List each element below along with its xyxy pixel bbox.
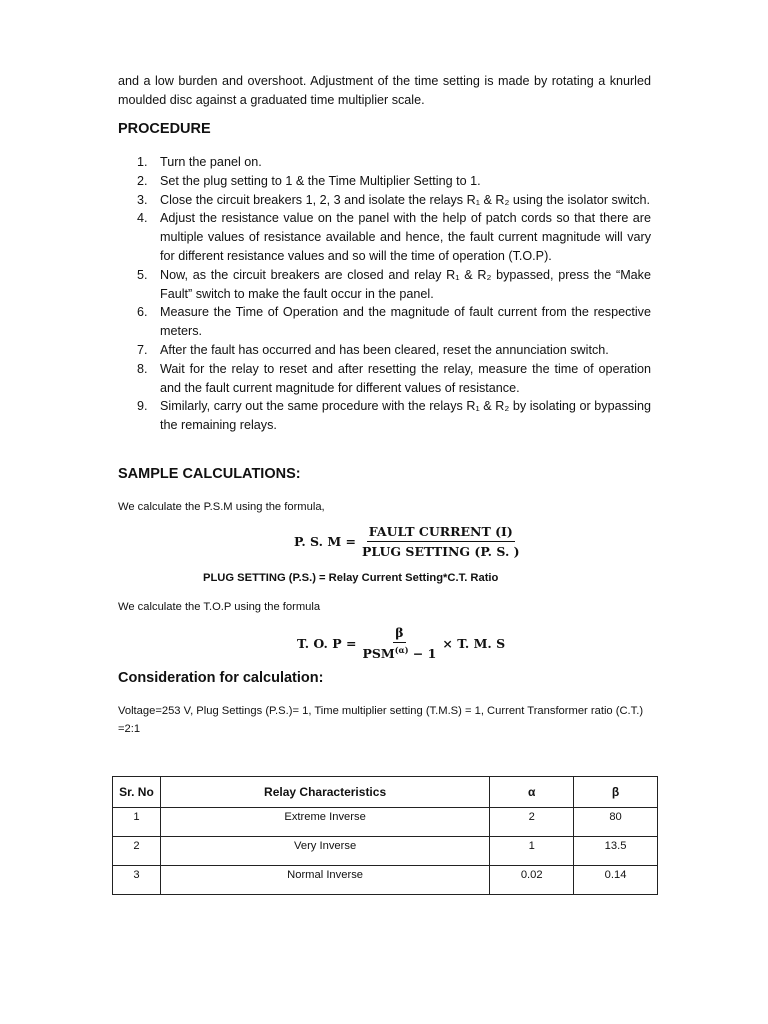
- cell-sr-no: 1: [113, 808, 161, 837]
- cell-alpha: 0.02: [490, 866, 574, 895]
- cell-alpha: 1: [490, 837, 574, 866]
- top-formula: [297, 625, 505, 661]
- procedure-heading: PROCEDURE: [118, 121, 211, 137]
- procedure-step: 6. Measure the Time of Operation and the magnitude of fault current from the respective meters.: [137, 305, 651, 339]
- top-intro-text: We calculate the T.O.P using the formula: [118, 601, 321, 613]
- procedure-step: 1. Turn the panel on.: [137, 155, 262, 169]
- intro-paragraph: and a low burden and overshoot. Adjustment of the time setting is made by rotating a knurled moulded disc against a graduated time multiplier scale.: [118, 74, 651, 107]
- psm-intro-text: We calculate the P.S.M using the formula,: [118, 501, 325, 513]
- header-relay-characteristics: Relay Characteristics: [160, 777, 489, 808]
- header-sr-no: Sr. No: [113, 777, 161, 808]
- cell-beta: 13.5: [574, 837, 658, 866]
- consideration-text: Voltage=253 V, Plug Settings (P.S.)= 1, Time multiplier setting (T.M.S) = 1, Current Transformer ratio (C.T.) =2:1: [118, 705, 644, 735]
- top-denominator: $PSM^{(\alpha)} - 1$: [362, 645, 437, 662]
- sample-calculations-heading: SAMPLE CALCULATIONS:: [118, 466, 301, 482]
- plug-setting-definition: PLUG SETTING (P.S.) = Relay Current Setting*C.T. Ratio: [203, 572, 499, 584]
- cell-beta: 0.14: [574, 866, 658, 895]
- table-row: [113, 808, 658, 837]
- top-numerator: β: [393, 625, 405, 643]
- psm-formula: [294, 524, 526, 559]
- procedure-step: 4. Adjust the resistance value on the panel with the help of patch cords so that there are multiple values of resistance available and hence, the fault current magnitude will vary for different resistance values and so will the time of operation (T.O.P).: [137, 211, 651, 263]
- procedure-step: 7. After the fault has occurred and has been cleared, reset the annunciation switch.: [137, 342, 609, 357]
- cell-alpha: 2: [490, 808, 574, 837]
- procedure-step: 9. Similarly, carry out the same procedure with the relays R₁ & R₂ by isolating or bypassing the remaining relays.: [137, 399, 651, 433]
- top-lhs: T. O. P =: [297, 635, 357, 651]
- procedure-steps: [118, 153, 651, 435]
- table-row: [113, 866, 658, 895]
- procedure-step: 2. Set the plug setting to 1 & the Time Multiplier Setting to 1.: [137, 173, 481, 188]
- header-alpha: α: [490, 777, 574, 808]
- procedure-step: 5. Now, as the circuit breakers are closed and relay R₁ & R₂ bypassed, press the “Make Fault” switch to make the fault occur in the panel.: [137, 267, 651, 301]
- psm-numerator: FAULT CURRENT (I): [367, 524, 515, 542]
- cell-sr-no: 3: [113, 866, 161, 895]
- top-fraction: [360, 625, 438, 661]
- psm-fraction: [360, 524, 522, 559]
- relay-characteristics-table: [112, 776, 658, 895]
- psm-lhs: P. S. M =: [294, 534, 356, 549]
- cell-characteristic: Extreme Inverse: [160, 808, 489, 837]
- psm-denominator: PLUG SETTING (P. S. ): [361, 544, 520, 559]
- cell-sr-no: 2: [113, 837, 161, 866]
- top-rhs: × T. M. S: [442, 635, 506, 651]
- cell-characteristic: Very Inverse: [160, 837, 489, 866]
- table-row: [113, 837, 658, 866]
- header-beta: β: [574, 777, 658, 808]
- procedure-step: 3. Close the circuit breakers 1, 2, 3 and isolate the relays R₁ & R₂ using the isolator switch.: [137, 192, 651, 207]
- procedure-step: 8. Wait for the relay to reset and after resetting the relay, measure the time of operation and the fault current magnitude for different values of resistance.: [137, 361, 651, 395]
- cell-characteristic: Normal Inverse: [160, 866, 489, 895]
- table-header-row: [113, 777, 658, 808]
- consideration-heading: Consideration for calculation:: [118, 670, 324, 686]
- cell-beta: 80: [574, 808, 658, 837]
